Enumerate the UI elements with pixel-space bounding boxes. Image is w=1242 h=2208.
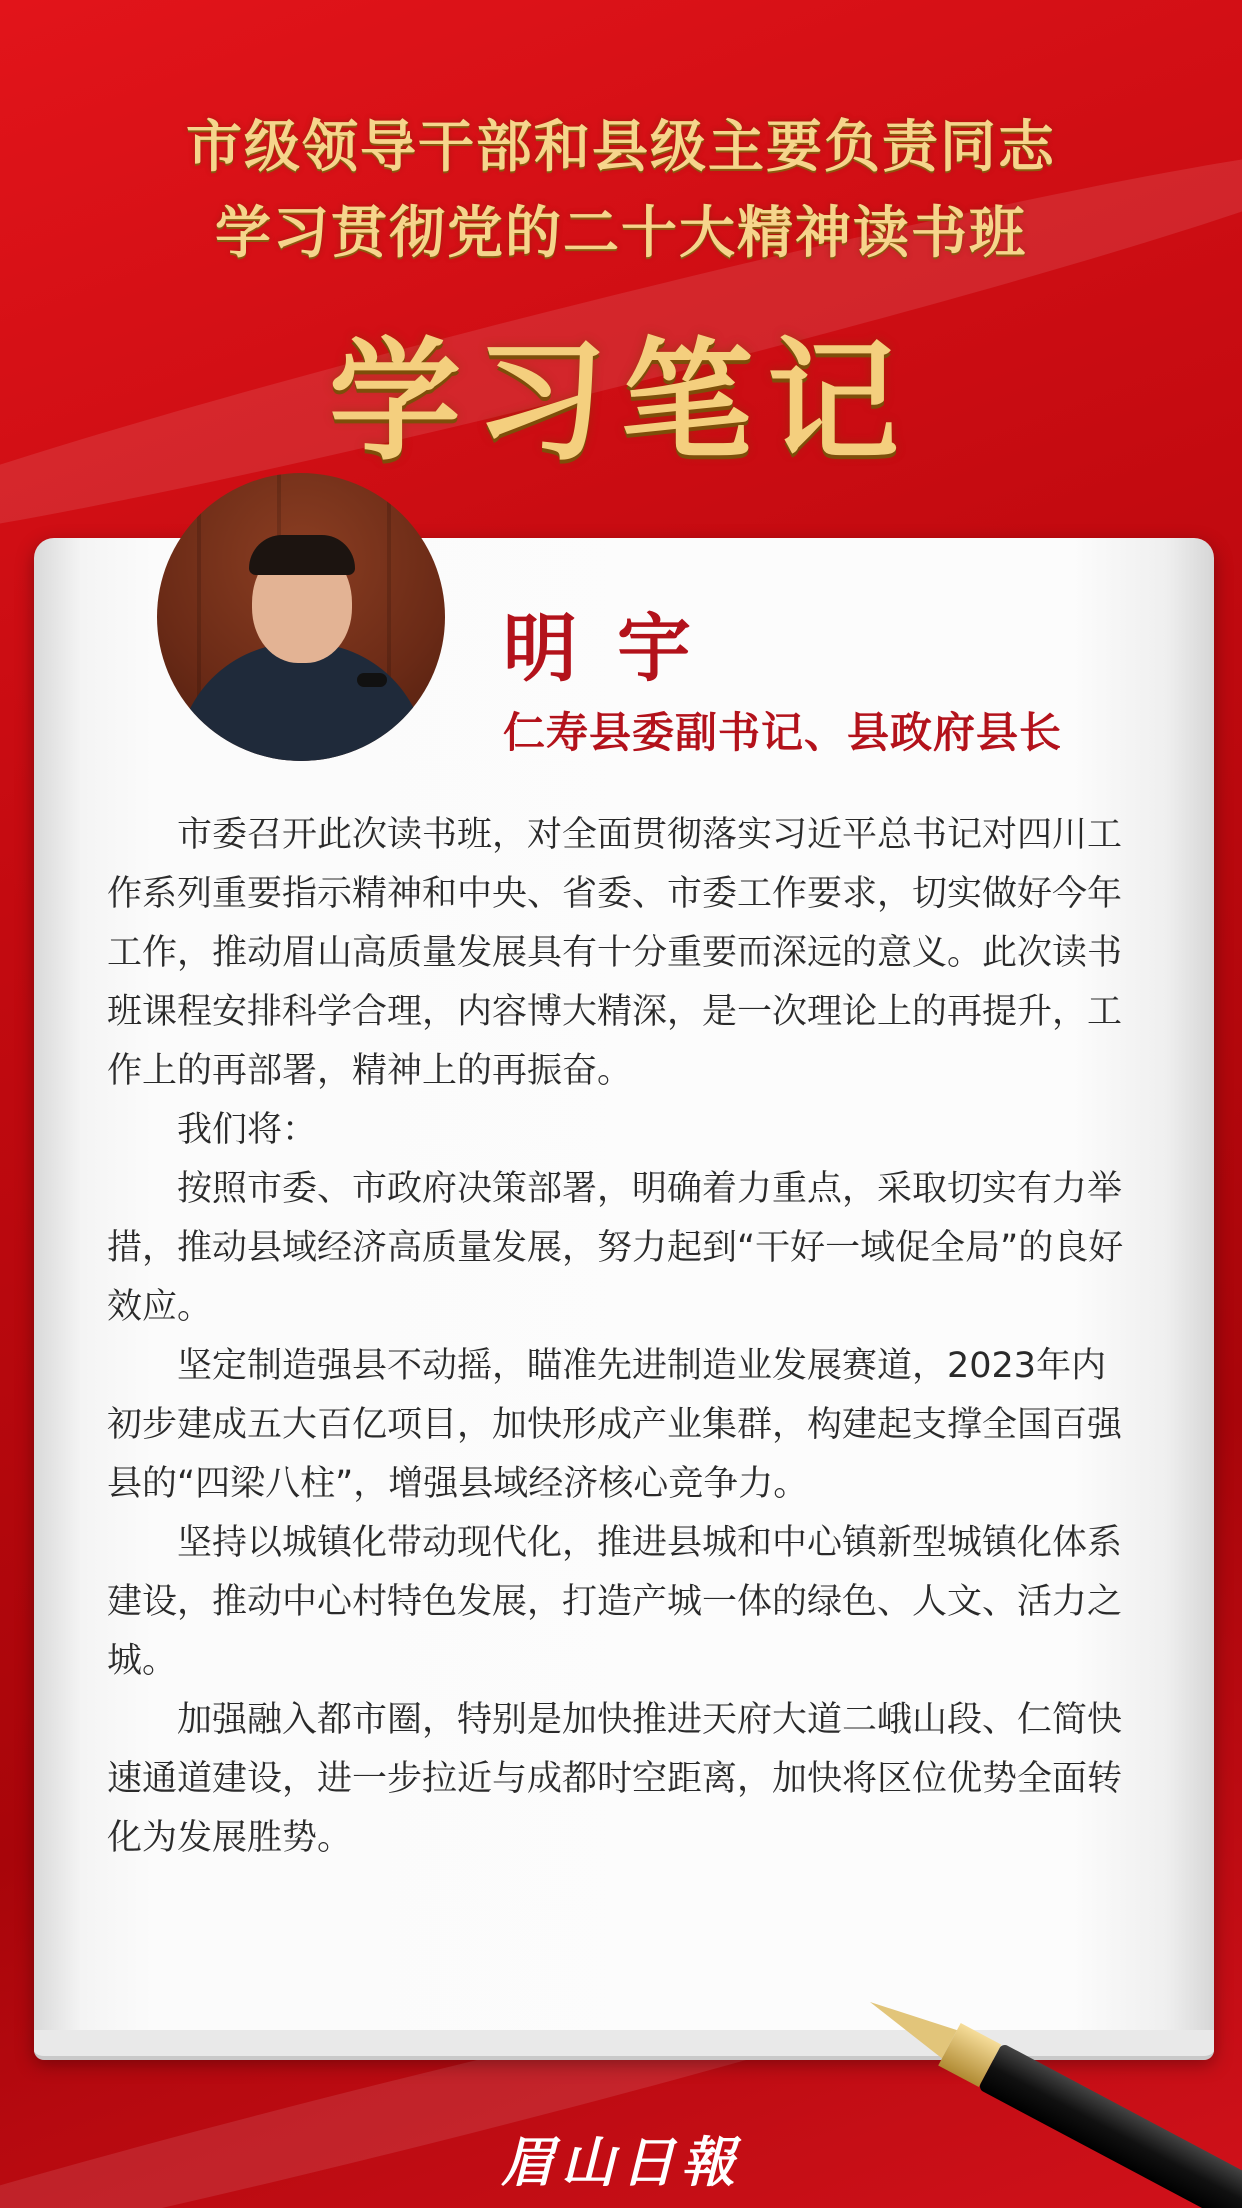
article-body	[107, 806, 1141, 1868]
newspaper-logo: 眉山日報	[501, 2130, 741, 2194]
article-paragraph: 坚定制造强县不动摇，瞄准先进制造业发展赛道，2023年内初步建成五大百亿项目，加快形成产业集群，构建起支撑全国百强县的“四梁八柱”，增强县域经济核心竞争力。	[107, 1346, 1123, 1504]
article-paragraph: 加强融入都市圈，特别是加快推进天府大道二峨山段、仁简快速通道建设，进一步拉近与成都时空距离，加快将区位优势全面转化为发展胜势。	[107, 1700, 1123, 1858]
article-paragraph: 按照市委、市政府决策部署，明确着力重点，采取切实有力举措，推动县域经济高质量发展，努力起到“干好一域促全局”的良好效应。	[107, 1169, 1124, 1327]
article-paragraph: 我们将：	[177, 1110, 318, 1150]
person-name: 明宇	[503, 606, 731, 692]
header-line-1: 市级领导干部和县级主要负责同志	[186, 115, 1056, 180]
header-line-2: 学习贯彻党的二十大精神读书班	[215, 201, 1027, 266]
article-paragraph: 坚持以城镇化带动现代化，推进县城和中心镇新型城镇化体系建设，推动中心村特色发展，打造产城一体的绿色、人文、活力之城。	[107, 1523, 1123, 1681]
article-paragraph: 市委召开此次读书班，对全面贯彻落实习近平总书记对四川工作系列重要指示精神和中央、省委、市委工作要求，切实做好今年工作，推动眉山高质量发展具有十分重要而深远的意义。此次读书班课程安排科学合理，内容博大精深，是一次理论上的再提升，工作上的再部署，精神上的再振奋。	[107, 815, 1123, 1091]
page-title: 学习笔记	[329, 325, 913, 479]
header	[0, 105, 1242, 485]
person-position: 仁寿县委副书记、县政府县长	[503, 708, 1063, 757]
portrait-photo	[157, 473, 445, 761]
